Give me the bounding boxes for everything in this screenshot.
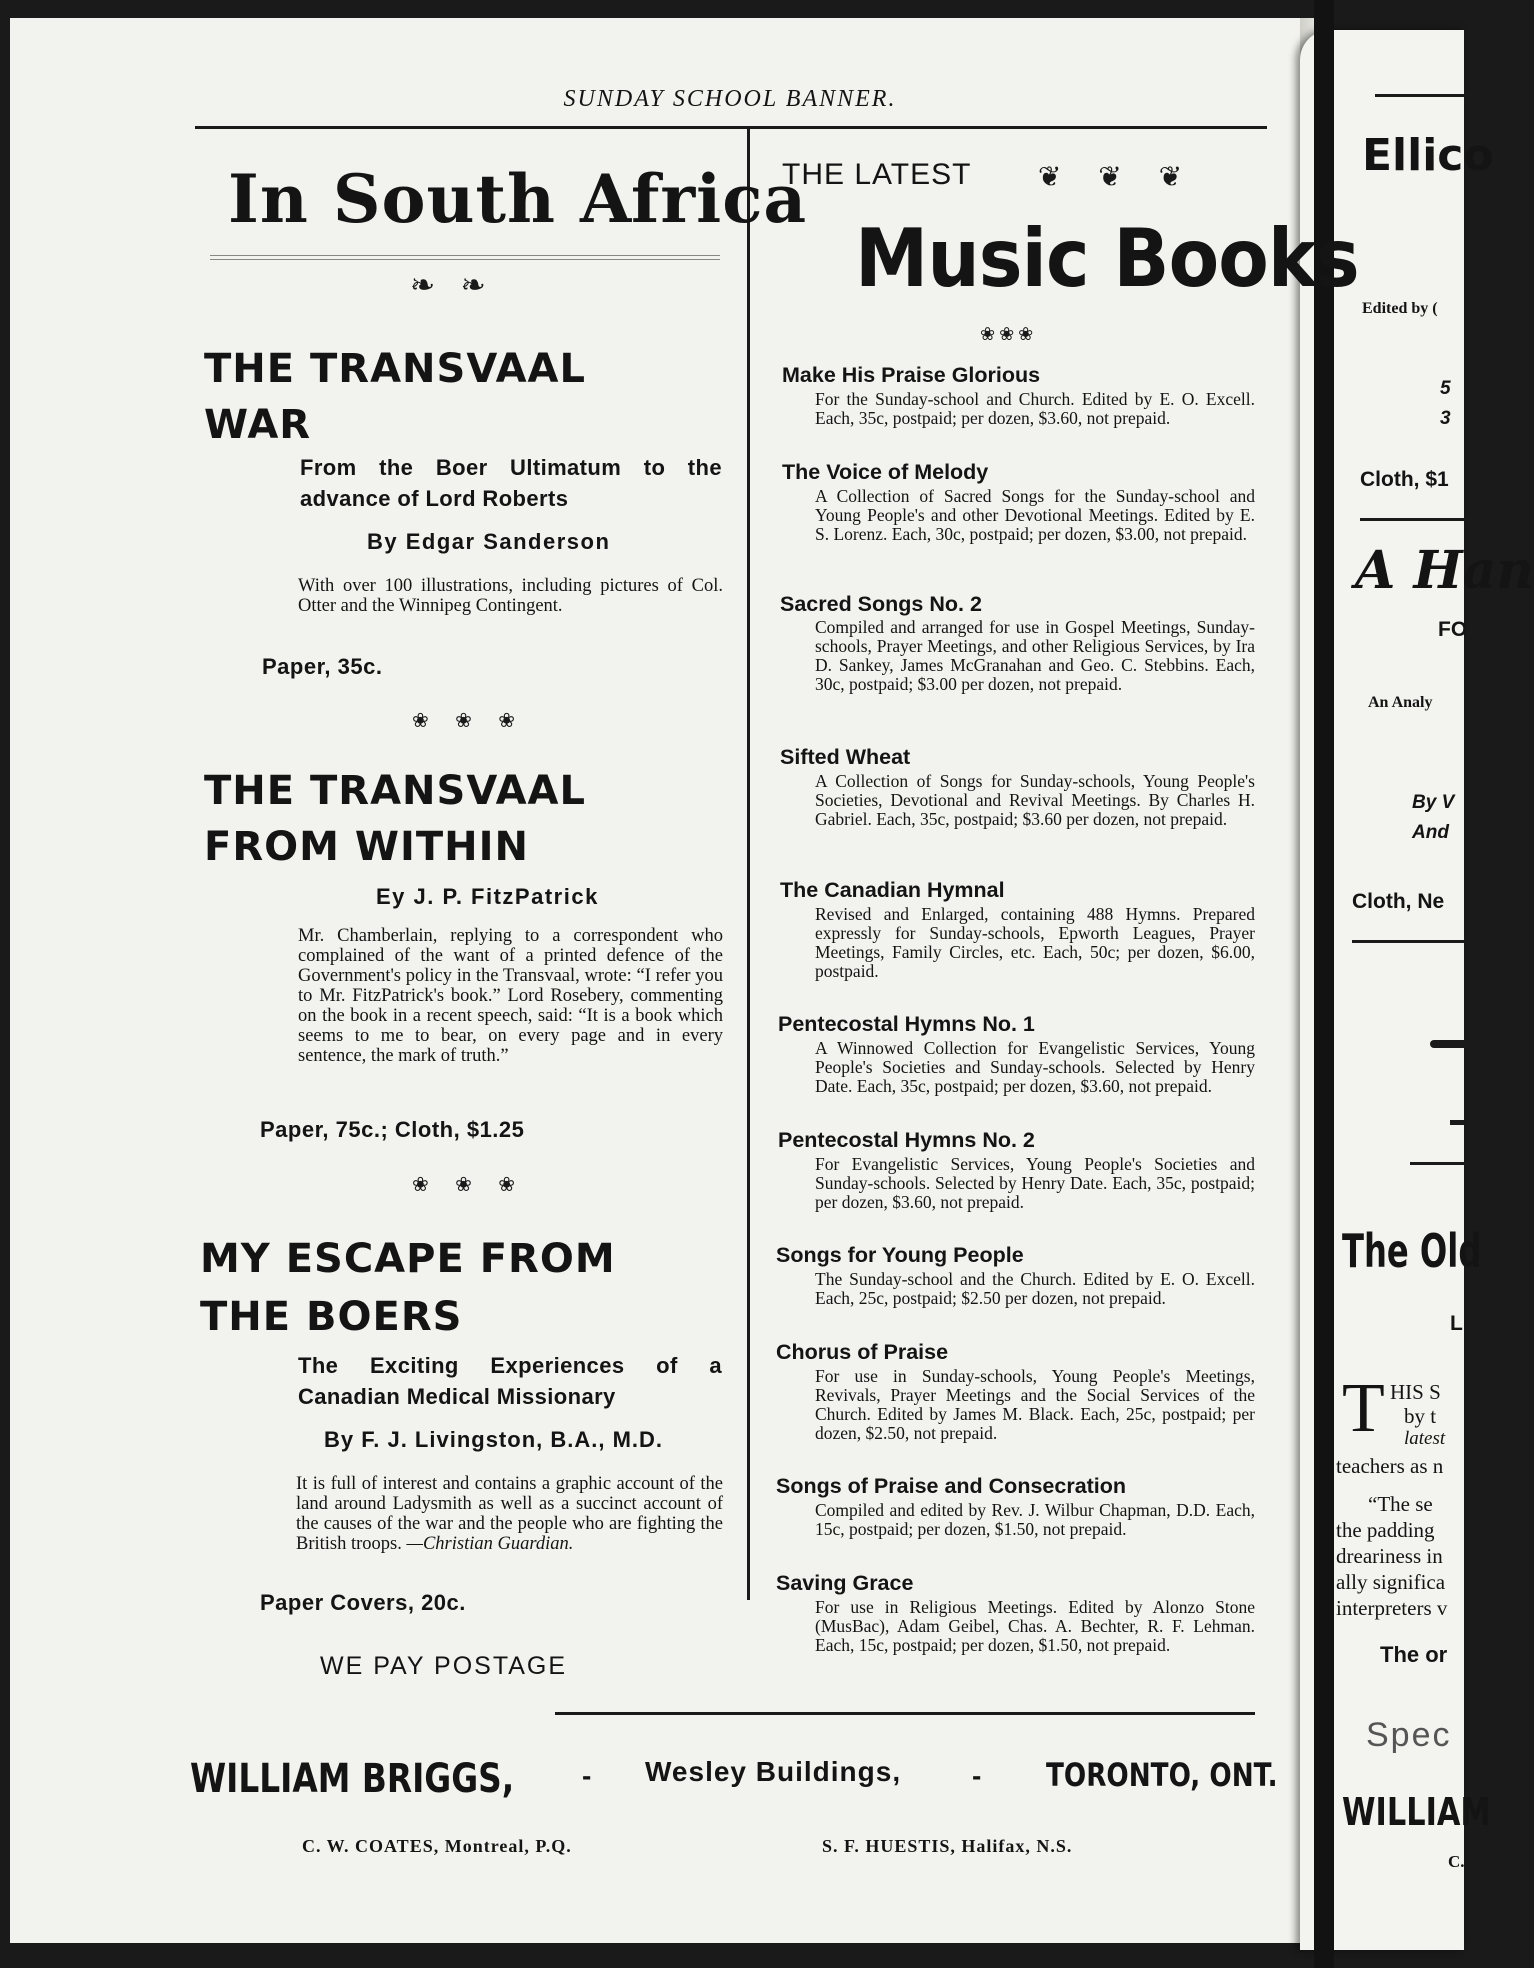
facing-text-6: the padding xyxy=(1336,1518,1435,1542)
facing-text-5: “The se xyxy=(1368,1492,1433,1516)
music-book-desc: Compiled and edited by Rev. J. Wilbur Chapman, D.D. Each, 15c, postpaid; per dozen, $1.50, not prepaid. xyxy=(815,1500,1255,1539)
header-rule xyxy=(195,126,1267,129)
facing-c: C. xyxy=(1448,1852,1465,1871)
music-book-title: The Canadian Hymnal xyxy=(780,878,1005,902)
facing-special: Spec xyxy=(1366,1716,1452,1754)
facing-title-a-han: A Han xyxy=(1355,540,1534,601)
facing-text-9: interpreters v xyxy=(1336,1596,1448,1620)
facing-ornament-dot xyxy=(1450,1120,1464,1125)
music-book-desc: For Evangelistic Services, Young People's Societies and Sunday-schools. Selected by Henry Date. Each, 35c, postpaid; per dozen, $3.60, not prepaid. xyxy=(815,1154,1255,1212)
facing-cloth-price: Cloth, $1 xyxy=(1360,468,1449,491)
facing-by-v: By V xyxy=(1412,792,1455,813)
music-book-desc: A Collection of Songs for Sunday-schools, Young People's Societies, Devotional and Revival Meetings. By Charles H. Gabriel. Each, 35c, postpaid; $3.60 per dozen, not prepaid. xyxy=(815,771,1255,829)
right-heading-ornament: ❀❀❀ xyxy=(980,324,1038,345)
footer-publisher: WILLIAM BRIGGS, xyxy=(190,1756,515,1802)
left-heading: In South Africa xyxy=(228,160,808,238)
music-book-title: Pentecostal Hymns No. 1 xyxy=(778,1012,1035,1036)
music-book-title: Songs for Young People xyxy=(776,1243,1024,1267)
left-heading-ornament: ❧ ❧ xyxy=(410,268,494,303)
column-divider xyxy=(747,128,750,1600)
book1-title-line1: THE TRANSVAAL xyxy=(204,346,586,392)
book3-title-line2: THE BOERS xyxy=(200,1294,463,1340)
footer-address: Wesley Buildings, xyxy=(645,1756,902,1787)
facing-dropcap: T xyxy=(1342,1370,1385,1447)
music-book-desc: The Sunday-school and the Church. Edited by E. O. Excell. Each, 25c, postpaid; $2.50 per dozen, not prepaid. xyxy=(815,1269,1255,1308)
music-book-desc: A Winnowed Collection for Evangelistic Services, Young People's Societies and Sunday-schools. Selected by Henry Date. Each, 35c, postpaid; per dozen, $3.60, not prepaid. xyxy=(815,1038,1255,1096)
footer-rule xyxy=(555,1712,1255,1715)
music-book-title: Sacred Songs No. 2 xyxy=(780,592,982,616)
book2-description: Mr. Chamberlain, replying to a correspondent who complained of the want of a printed defence of the Government's policy in the Transvaal, wrote: “I refer you to Mr. FitzPatrick's book.” Lord Rosebery, commenting on the book in a recent speech, said: “It is a book which seems to me to bear, on every page and in every sentence, the mark of truth.” xyxy=(298,926,723,1066)
book3-subtitle: The Exciting Experiences of a Canadian Medical Missionary xyxy=(298,1353,722,1409)
facing-top-rule xyxy=(1375,94,1475,97)
music-book-title: Saving Grace xyxy=(776,1571,914,1595)
running-head: SUNDAY SCHOOL BANNER. xyxy=(563,86,897,112)
facing-letter-l: L xyxy=(1450,1312,1463,1335)
music-book-desc: Revised and Enlarged, containing 488 Hymns. Prepared expressly for Sunday-schools, Epworth Leagues, Prayer Meetings, Family Circles, etc. Each, 50c; per dozen, $6.00, postpaid. xyxy=(815,904,1255,981)
book1-author: By Edgar Sanderson xyxy=(367,529,611,554)
footer-dash-1: - xyxy=(582,1760,592,1791)
book2-title-line2: FROM WITHIN xyxy=(204,824,529,870)
facing-title-ellico: Ellico xyxy=(1362,130,1494,181)
book1-description: With over 100 illustrations, including pictures of Col. Otter and the Winnipeg Contingent. xyxy=(298,576,723,616)
music-book-desc: For use in Sunday-schools, Young People's Meetings, Revivals, Prayer Meetings and the Social Services of the Church. Edited by James M. Black. Each, 25c, postpaid; per dozen, $2.50, not prepaid. xyxy=(815,1366,1255,1443)
book3-price: Paper Covers, 20c. xyxy=(260,1590,466,1615)
facing-rule-2 xyxy=(1352,940,1467,943)
music-book-title: The Voice of Melody xyxy=(782,460,989,484)
facing-title-old: The Old xyxy=(1342,1224,1482,1278)
right-kicker-ornament: ❦ ❦ ❦ xyxy=(1038,160,1197,193)
facing-william: WILLIAM xyxy=(1342,1790,1491,1834)
facing-text-2: by t xyxy=(1404,1404,1437,1428)
facing-cloth-new: Cloth, Ne xyxy=(1352,890,1445,913)
book3-description-source: —Christian Guardian. xyxy=(406,1534,574,1554)
music-book-title: Songs of Praise and Consecration xyxy=(776,1474,1127,1498)
facing-for: FO xyxy=(1438,618,1468,641)
book1-title-line2: WAR xyxy=(204,402,312,448)
book2-title-line1: THE TRANSVAAL xyxy=(204,768,586,814)
music-book-desc: For the Sunday-school and Church. Edited by E. O. Excell. Each, 35c, postpaid; per dozen, $3.60, not prepaid. xyxy=(815,389,1255,428)
book3-description xyxy=(296,1474,723,1554)
book2-price: Paper, 75c.; Cloth, $1.25 xyxy=(260,1117,525,1142)
facing-and: And xyxy=(1412,822,1449,843)
facing-text-7: dreariness in xyxy=(1336,1544,1443,1568)
facing-text-3: latest xyxy=(1404,1428,1446,1449)
footer-dash-2: - xyxy=(972,1760,982,1791)
music-book-title: Sifted Wheat xyxy=(780,745,911,769)
music-book-title: Chorus of Praise xyxy=(776,1340,949,1364)
book3-author: By F. J. Livingston, B.A., M.D. xyxy=(324,1427,664,1452)
facing-the-or: The or xyxy=(1380,1642,1448,1667)
left-heading-rule-2 xyxy=(210,259,720,260)
footer-montreal-agent: C. W. COATES, Montreal, P.Q. xyxy=(302,1836,572,1856)
facing-ornament-mark xyxy=(1430,1040,1470,1048)
book3-title-line1: MY ESCAPE FROM xyxy=(200,1236,616,1282)
facing-text-8: ally significa xyxy=(1336,1570,1446,1594)
facing-edited-by: Edited by ( xyxy=(1362,300,1438,317)
book2-author: Ey J. P. FitzPatrick xyxy=(376,884,599,909)
book2-divider: ❀ ❀ ❀ xyxy=(412,1172,525,1196)
facing-rule-1 xyxy=(1360,518,1470,521)
book1-divider: ❀ ❀ ❀ xyxy=(412,708,525,732)
we-pay-postage: WE PAY POSTAGE xyxy=(320,1652,568,1680)
footer-halifax-agent: S. F. HUESTIS, Halifax, N.S. xyxy=(822,1836,1073,1856)
book1-subtitle: From the Boer Ultimatum to the advance of Lord Roberts xyxy=(300,455,722,511)
facing-number-5: 5 xyxy=(1440,378,1451,399)
facing-text-4: teachers as n xyxy=(1336,1454,1444,1478)
facing-text-1: HIS S xyxy=(1390,1380,1441,1404)
right-heading: Music Books xyxy=(855,212,1359,305)
facing-analysis: An Analy xyxy=(1368,694,1433,711)
music-book-desc: A Collection of Sacred Songs for the Sunday-school and Young People's and other Devotional Meetings. Edited by E. S. Lorenz. Each, 30c, postpaid; per dozen, $3.00, not prepaid. xyxy=(815,486,1255,544)
footer-city: TORONTO, ONT. xyxy=(1046,1756,1278,1794)
facing-number-3: 3 xyxy=(1440,408,1451,429)
facing-rule-3 xyxy=(1410,1162,1470,1165)
music-book-title: Make His Praise Glorious xyxy=(782,363,1041,387)
book1-price: Paper, 35c. xyxy=(262,654,383,679)
music-book-desc: For use in Religious Meetings. Edited by Alonzo Stone (MusBac), Adam Geibel, Chas. A. Bechter, R. F. Lehman. Each, 15c, postpaid; per dozen, $1.50, not prepaid. xyxy=(815,1597,1255,1655)
music-book-title: Pentecostal Hymns No. 2 xyxy=(778,1128,1035,1152)
book3-description-text: It is full of interest and contains a graphic account of the land around Ladysmith as well as a succinct account of the causes of the war and the people who are fighting the British troops. xyxy=(296,1474,723,1554)
left-heading-rule xyxy=(210,255,720,256)
music-book-desc: Compiled and arranged for use in Gospel Meetings, Sunday-schools, Prayer Meetings, and other Religious Services, by Ira D. Sankey, James McGranahan and Geo. C. Stebbins. Each, 30c, postpaid; $3.00 per dozen, not prepaid. xyxy=(815,617,1255,694)
right-kicker: THE LATEST xyxy=(782,158,972,191)
